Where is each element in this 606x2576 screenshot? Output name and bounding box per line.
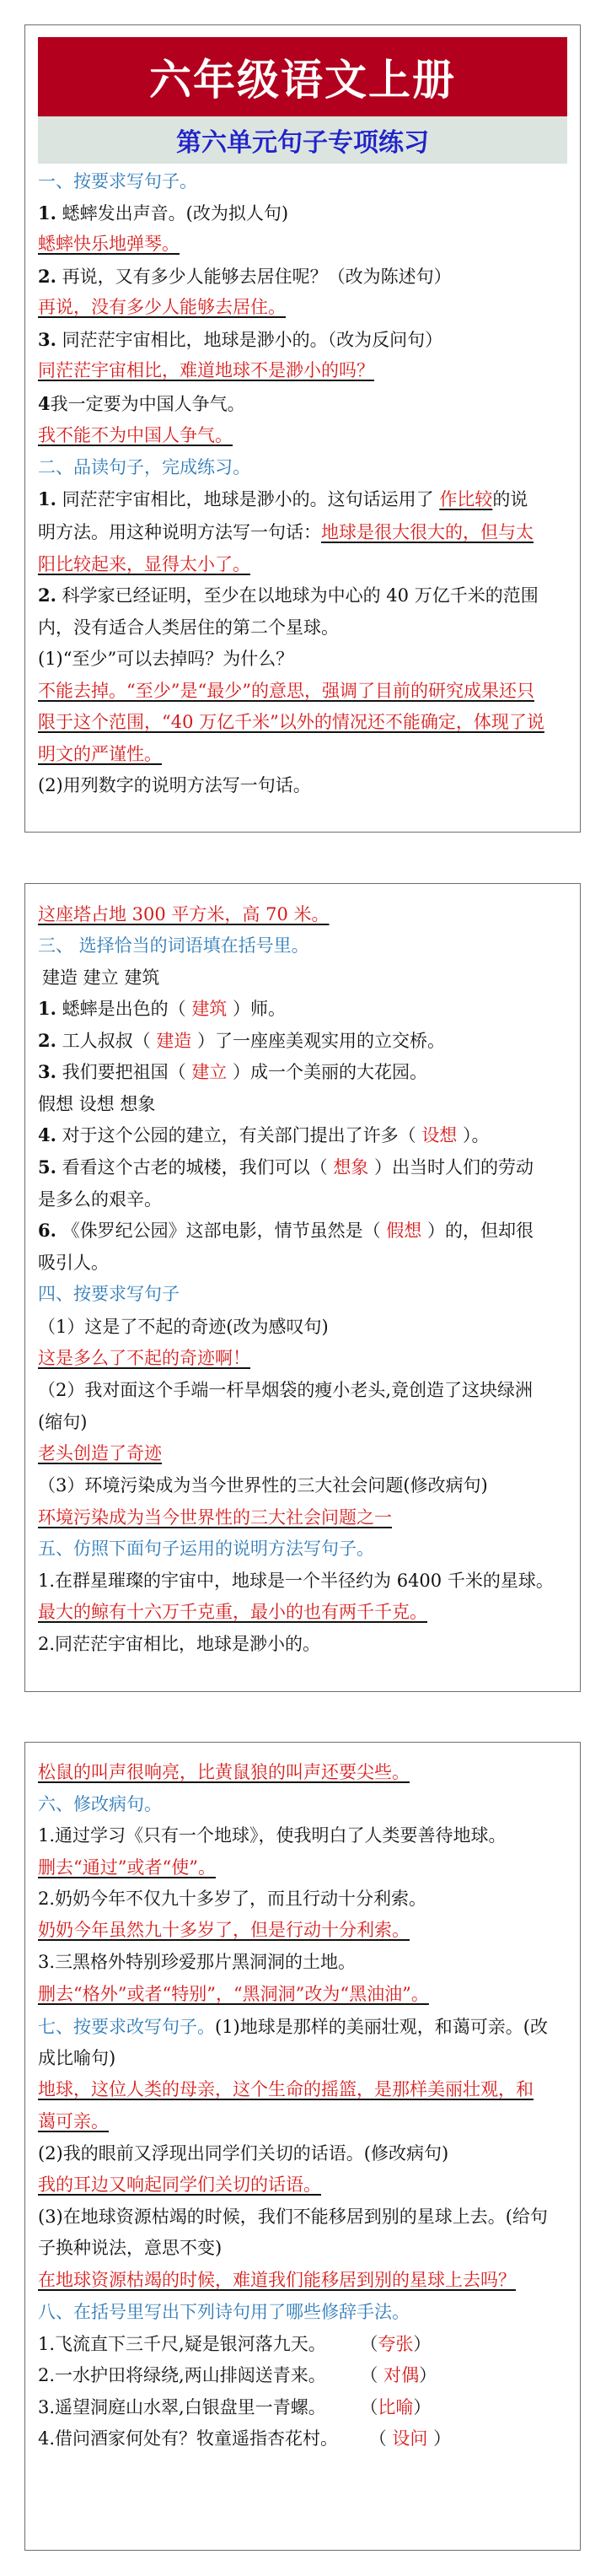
page-title: 六年级语文上册 — [149, 55, 456, 105]
answer-text: 作比较 — [439, 489, 493, 509]
section-heading-5: 五、仿照下面句子运用的说明方法写句子。 — [38, 1539, 374, 1559]
question-number: 3. — [38, 329, 56, 350]
answer-text: 这是多么了不起的奇迹啊！ — [38, 1348, 250, 1368]
answer-text: 地球是很大很大的，但与太 — [321, 522, 534, 542]
question-number: 2. — [38, 266, 56, 287]
s3-question-3 — [38, 1061, 427, 1083]
section-heading-8: 八、在括号里写出下列诗句用了哪些修辞手法。 — [38, 2302, 410, 2322]
s3-question-6-cont: 吸引人。 — [38, 1253, 109, 1273]
question-text: 工人叔叔（ — [62, 1031, 151, 1051]
question-text: (1)地球是那样的美丽壮观，和蔼可亲。(改 — [215, 2017, 548, 2037]
answer-2 — [38, 296, 301, 318]
s2-question-1-line-2 — [38, 521, 534, 543]
worksheet-page-3 — [24, 1742, 581, 2551]
question-text: 蟋蟀是出色的（ — [62, 999, 186, 1019]
answer-text: 设问 — [392, 2428, 428, 2449]
question-text: ）的，但却很 — [427, 1221, 534, 1241]
answer-3 — [38, 359, 389, 381]
question-number: 2. — [38, 1030, 56, 1051]
s7-question-3-cont: 子换种说法，意思不变) — [38, 2238, 223, 2258]
s6-question-2: 2.奶奶今年不仅九十多岁了，而且行动十分利索。 — [38, 1889, 427, 1909]
section-heading-3: 三、 选择恰当的词语填在括号里。 — [38, 935, 309, 956]
s2-question-2-line-2: 内，没有适合人类居住的第二个星球。 — [38, 617, 339, 638]
answer-text: 删去“格外”或者“特别”，“黑洞洞”改为“黑油油”。 — [38, 1984, 429, 2004]
answer-text: 比喻 — [378, 2397, 414, 2417]
question-text: 对于这个公园的建立，有关部门提出了许多（ — [62, 1125, 416, 1145]
question-text: 《侏罗纪公园》这部电影，情节虽然是（ — [62, 1221, 381, 1241]
question-text: ）师。 — [233, 999, 286, 1019]
question-text: 我们要把祖国（ — [62, 1062, 186, 1082]
title-banner — [38, 37, 567, 116]
answer-text: 在地球资源枯竭的时候，难道我们能移居到别的星球上去吗？ — [38, 2270, 516, 2290]
s2-subanswer-1-line-3 — [38, 743, 177, 765]
s4-question-2-cont: (缩句) — [38, 1412, 88, 1432]
question-text: 蟋蟀发出声音。(改为拟人句) — [62, 203, 289, 224]
question-text: 再说，又有多少人能够去居住呢？（改为陈述句） — [62, 267, 452, 287]
s3-question-4 — [38, 1124, 490, 1146]
question-text: 1.飞流直下三千尺,疑是银河落九天。 — [38, 2334, 326, 2354]
s4-question-1: （1）这是了不起的奇迹(改为感叹句) — [38, 1317, 329, 1337]
answer-text: 不能去掉。“至少”是“最少”的意思，强调了目前的研究成果还只 — [38, 681, 534, 701]
s8-question-2: 2.一水护田将绿绕,两山排闼送青来。 （ 对偶） — [38, 2365, 437, 2385]
question-number: 4. — [38, 1124, 56, 1145]
question-text: 4.借问酒家何处有？牧童遥指杏花村。 — [38, 2428, 339, 2449]
s4-answer-1 — [38, 1347, 265, 1369]
answer-text: 我的耳边又响起同学们关切的话语。 — [38, 2175, 321, 2195]
answer-text: 最大的鲸有十六万千克重，最小的也有两千千克。 — [38, 1602, 427, 1622]
section-heading-6: 六、修改病句。 — [38, 1794, 162, 1814]
s3-question-5-cont: 是多么的艰辛。 — [38, 1189, 162, 1210]
s2-question-2-line-1 — [38, 585, 539, 606]
answer-1 — [38, 233, 195, 255]
answer-text: 想象 — [333, 1157, 369, 1178]
question-number: 5. — [38, 1156, 56, 1178]
s6-question-3: 3.三黑格外特别珍爱那片黑洞洞的土地。 — [38, 1952, 357, 1972]
answer-text: 蟋蟀快乐地弹琴。 — [38, 234, 180, 254]
question-2 — [38, 266, 452, 288]
section-heading-2: 二、品读句子，完成练习。 — [38, 457, 250, 477]
answer-text: 建筑 — [191, 999, 228, 1019]
section-heading-4: 四、按要求写句子 — [38, 1284, 180, 1304]
answer-text: 明文的严谨性。 — [38, 744, 162, 764]
answer-text: 这座塔占地 300 平方米，高 70 米。 — [38, 904, 330, 924]
question-text: ）出当时人们的劳动 — [374, 1157, 534, 1178]
question-text: ）成一个美丽的大花园。 — [233, 1062, 427, 1082]
s6-answer-3 — [38, 1983, 444, 2005]
word-choices-b: 假想 设想 想象 — [38, 1094, 156, 1114]
question-text: 科学家已经证明，至少在以地球为中心的 40 万亿千米的范围 — [62, 585, 539, 606]
answer-text: 夸张 — [378, 2334, 414, 2354]
worksheet-page-2 — [24, 883, 581, 1692]
s6-answer-1 — [38, 1857, 231, 1878]
s5-answer-2 — [38, 1761, 425, 1783]
s5-question-2: 2.同茫茫宇宙相比，地球是渺小的。 — [38, 1634, 321, 1654]
answer-text: 对偶 — [383, 2365, 420, 2385]
subtitle-banner — [38, 116, 567, 164]
answer-text: 松鼠的叫声很响亮，比黄鼠狼的叫声还要尖些。 — [38, 1762, 410, 1782]
s2-question-1-line-1 — [38, 488, 528, 510]
s5-question-1: 1.在群星璀璨的宇宙中，地球是一个半径约为 6400 千米的星球。 — [38, 1571, 554, 1591]
word-choices-a: 建造 建立 建筑 — [42, 967, 160, 988]
answer-text: 老头创造了奇迹 — [38, 1443, 162, 1463]
section-heading-7: 七、按要求改写句子。 — [38, 2017, 215, 2037]
s8-question-1: 1.飞流直下三千尺,疑是银河落九天。 （夸张） — [38, 2334, 432, 2354]
question-3 — [38, 329, 442, 351]
question-1 — [38, 202, 288, 224]
s7-question-2: (2)我的眼前又浮现出同学们关切的话语。(修改病句) — [38, 2143, 449, 2164]
answer-text: 建立 — [191, 1062, 228, 1082]
answer-text: 地球，这位人类的母亲，这个生命的摇篮，是那样美丽壮观，和 — [38, 2079, 534, 2099]
s7-answer-2 — [38, 2174, 336, 2196]
s2-subanswer-1-line-2 — [38, 711, 544, 733]
s4-answer-3 — [38, 1506, 407, 1528]
question-number: 1. — [38, 998, 56, 1019]
question-text: ）。 — [463, 1125, 490, 1145]
s4-answer-2 — [38, 1442, 177, 1464]
s3-question-5 — [38, 1156, 534, 1178]
question-text: 同茫茫宇宙相比，地球是渺小的。这句话运用了 — [62, 489, 434, 509]
question-text: 2.一水护田将绿绕,两山排闼送青来。 — [38, 2365, 326, 2385]
section-heading-1: 一、按要求写句子。 — [38, 171, 197, 191]
answer-text: 环境污染成为当今世界性的三大社会问题之一 — [38, 1507, 392, 1528]
question-number: 3. — [38, 1061, 56, 1082]
question-text: 的说 — [492, 489, 528, 509]
question-number: 2. — [38, 585, 56, 606]
answer-text: 假想 — [386, 1221, 422, 1241]
s7-question-3: (3)在地球资源枯竭的时候，我们不能移居到别的星球上去。(给句 — [38, 2207, 548, 2227]
question-number: 4 — [38, 393, 51, 414]
question-number: 1. — [38, 488, 56, 509]
s3-question-6 — [38, 1220, 534, 1242]
question-number: 6. — [38, 1220, 56, 1241]
s2-question-1-line-3 — [38, 553, 265, 575]
answer-text: 删去“通过”或者“使”。 — [38, 1857, 216, 1878]
answer-4 — [38, 424, 248, 446]
s2-subanswer-2 — [38, 903, 345, 925]
s8-question-3: 3.遥望洞庭山水翠,白银盘里一青螺。 （比喻） — [38, 2397, 432, 2417]
question-text: 同茫茫宇宙相比，地球是渺小的。（改为反问句） — [62, 330, 443, 350]
question-text: 我一定要为中国人争气。 — [50, 394, 245, 414]
s8-question-4: 4.借问酒家何处有？牧童遥指杏花村。 （ 设问 ） — [38, 2428, 452, 2449]
answer-text: 奶奶今年虽然九十多岁了，但是行动十分利索。 — [38, 1920, 410, 1940]
question-text: 3.遥望洞庭山水翠,白银盘里一青螺。 — [38, 2397, 326, 2417]
s5-answer-1 — [38, 1601, 442, 1623]
s7-answer-1-line-2 — [38, 2110, 124, 2132]
answer-text: 同茫茫宇宙相比，难道地球不是渺小的吗？ — [38, 360, 374, 380]
s3-question-2 — [38, 1030, 445, 1052]
s7-question-1-cont: 成比喻句) — [38, 2048, 116, 2068]
answer-text: 建造 — [156, 1031, 192, 1051]
answer-text: 再说，没有多少人能够去居住。 — [38, 297, 286, 317]
question-text: 明方法。用这种说明方法写一句话： — [38, 522, 321, 542]
s7-question-1 — [38, 2016, 548, 2038]
s7-answer-1-line-1 — [38, 2078, 534, 2100]
s2-subquestion-1: (1)“至少”可以去掉吗？为什么？ — [38, 649, 294, 669]
answer-text: 蔼可亲。 — [38, 2111, 109, 2131]
page-subtitle: 第六单元句子专项练习 — [176, 128, 429, 158]
question-text: 看看这个古老的城楼，我们可以（ — [62, 1157, 328, 1178]
question-text: ）了一座座美观实用的立交桥。 — [197, 1031, 445, 1051]
s6-answer-2 — [38, 1919, 425, 1941]
s4-question-2: （2）我对面这个手端一杆旱烟袋的瘦小老头,竟创造了这块绿洲 — [38, 1380, 534, 1400]
s6-question-1: 1.通过学习《只有一个地球》，使我明白了人类要善待地球。 — [38, 1825, 507, 1846]
s7-answer-3 — [38, 2269, 531, 2291]
question-4 — [38, 393, 245, 415]
question-number: 1. — [38, 202, 56, 224]
s3-question-1 — [38, 998, 286, 1020]
s4-question-3: （3）环境污染成为当今世界性的三大社会问题(修改病句) — [38, 1475, 488, 1495]
s2-subquestion-2: (2)用列数字的说明方法写一句话。 — [38, 775, 311, 795]
worksheet-page-1 — [24, 24, 581, 833]
answer-text: 我不能不为中国人争气。 — [38, 425, 233, 445]
answer-text: 阳比较起来，显得太小了。 — [38, 554, 250, 574]
answer-text: 设想 — [421, 1125, 458, 1145]
s2-subanswer-1-line-1 — [38, 680, 534, 702]
answer-text: 限于这个范围，“40 万亿千米”以外的情况还不能确定，体现了说 — [38, 712, 544, 732]
